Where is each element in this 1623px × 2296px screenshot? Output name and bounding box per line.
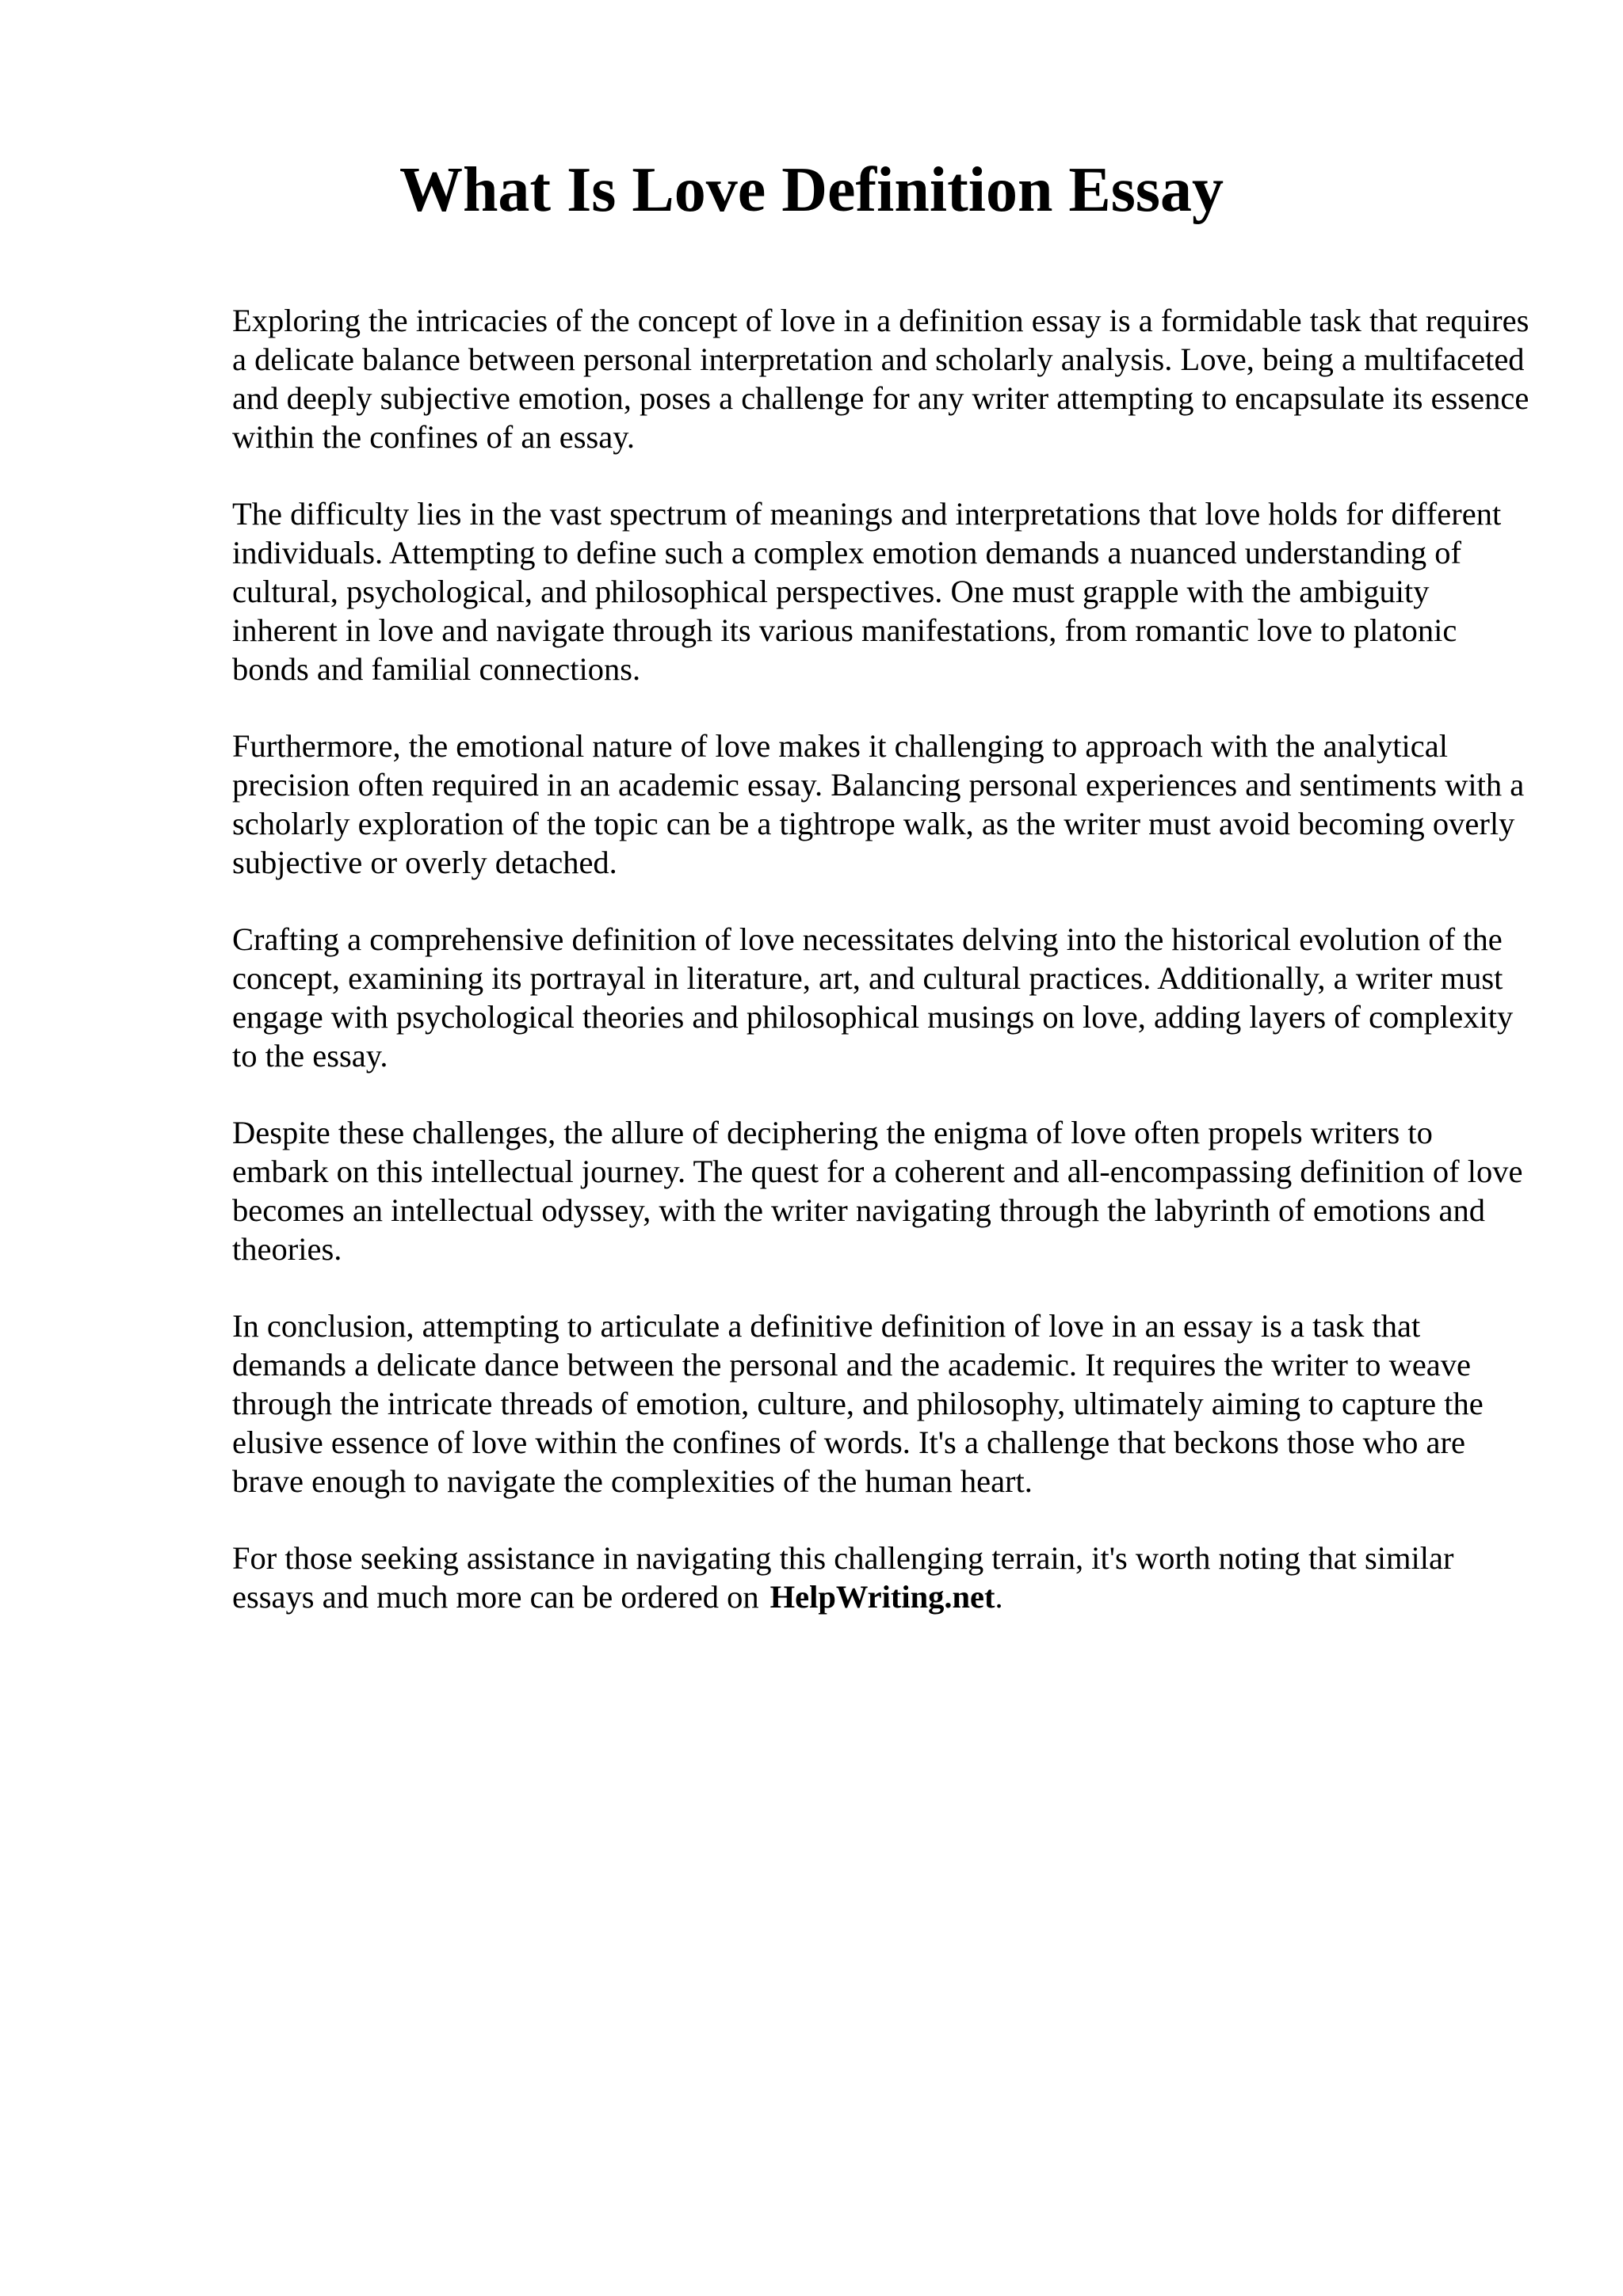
essay-paragraph-6: In conclusion, attempting to articulate a definitive definition of love in an essay is a task that demands a delicate dance between the personal and the academic. It requires the writer to weave through the intricate threads of emotion, culture, and philosophy, ultimately aiming to capture the elusive essence of love within the confines of words. It's a challenge that beckons those who are brave enough to navigate the complexities of the human heart. [232,1308,1484,1499]
essay-paragraph-3: Furthermore, the emotional nature of love makes it challenging to approach with the analytical precision often required in an academic essay. Balancing personal experiences and sentiments with a scholarly exploration of the topic can be a tightrope walk, as the writer must avoid becoming overly subjective or overly detached. [232,728,1525,880]
essay-paragraph-5: Despite these challenges, the allure of deciphering the enigma of love often propels writers to embark on this intellectual journey. The quest for a coherent and all-encompassing definition of love becomes an intellectual odyssey, with the writer navigating through the labyrinth of emotions and theories. [232,1115,1523,1267]
closing-text: For those seeking assistance in navigating this challenging terrain, it's worth noting that similar essays and much more can be ordered on [232,1540,1454,1615]
closing-period: . [995,1579,1003,1615]
document-title: What Is Love Definition Essay [399,155,1224,225]
essay-paragraph-2: The difficulty lies in the vast spectrum of meanings and interpretations that love holds for different individuals. Attempting to define such a complex emotion demands a nuanced understanding of cultural, psychological, and philosophical perspectives. One must grapple with the ambiguity inherent in love and navigate through its various manifestations, from romantic love to platonic bonds and familial connections. [232,496,1502,687]
helpwriting-link[interactable]: HelpWriting.net [769,1579,995,1615]
essay-paragraph-1: Exploring the intricacies of the concept of love in a definition essay is a formidable task that requires a delicate balance between personal interpretation and scholarly analysis. Love, being a multifaceted and deeply subjective emotion, poses a challenge for any writer attempting to encapsulate its essence within the confines of an essay. [232,303,1529,455]
essay-paragraph-4: Crafting a comprehensive definition of love necessitates delving into the historical evolution of the concept, examining its portrayal in literature, art, and cultural practices. Additionally, a writer must engage with psychological theories and philosophical musings on love, adding layers of complexity to the essay. [232,921,1514,1074]
essay-body [232,301,1532,1654]
closing-paragraph [232,1539,1532,1616]
